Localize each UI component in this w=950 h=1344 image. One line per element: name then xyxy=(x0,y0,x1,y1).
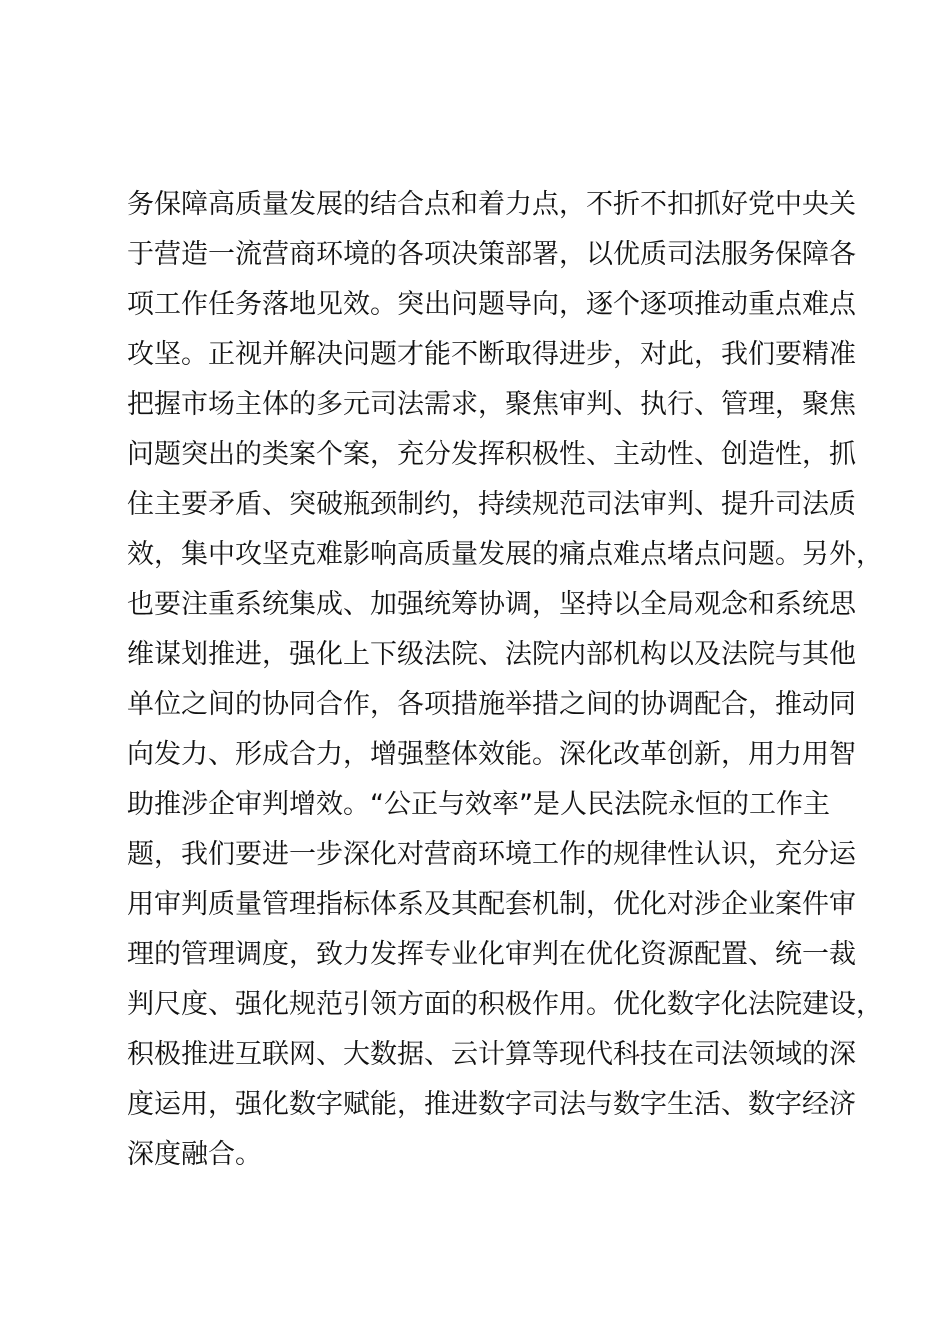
text-line-14: 题，我们要进一步深化对营商环境工作的规律性认识，充分运 xyxy=(127,839,856,870)
text-line-7: 住主要矛盾、突破瓶颈制约，持续规范司法审判、提升司法质 xyxy=(127,489,856,520)
text-line-1: 务保障高质量发展的结合点和着力点，不折不扣抓好党中央关 xyxy=(127,189,856,220)
text-line-20: 深度融合。 xyxy=(127,1139,262,1170)
text-line-4: 攻坚。正视并解决问题才能不断取得进步，对此，我们要精准 xyxy=(127,339,856,370)
text-line-9: 也要注重系统集成、加强统筹协调，坚持以全局观念和系统思 xyxy=(127,589,856,620)
text-line-10: 维谋划推进，强化上下级法院、法院内部机构以及法院与其他 xyxy=(127,639,856,670)
text-line-8: 效，集中攻坚克难影响高质量发展的痛点难点堵点问题。另外， xyxy=(127,539,883,570)
text-line-3: 项工作任务落地见效。突出问题导向，逐个逐项推动重点难点 xyxy=(127,289,856,320)
text-line-17: 判尺度、强化规范引领方面的积极作用。优化数字化法院建设， xyxy=(127,989,883,1020)
text-line-6: 问题突出的类案个案，充分发挥积极性、主动性、创造性，抓 xyxy=(127,439,856,470)
text-line-11: 单位之间的协同合作，各项措施举措之间的协调配合，推动同 xyxy=(127,689,856,720)
body-paragraph xyxy=(127,180,883,1180)
text-line-18: 积极推进互联网、大数据、云计算等现代科技在司法领域的深 xyxy=(127,1039,856,1070)
text-line-12: 向发力、形成合力，增强整体效能。深化改革创新，用力用智 xyxy=(127,739,856,770)
text-line-5: 把握市场主体的多元司法需求，聚焦审判、执行、管理，聚焦 xyxy=(127,389,856,420)
text-line-2: 于营造一流营商环境的各项决策部署，以优质司法服务保障各 xyxy=(127,239,856,270)
text-line-16: 理的管理调度，致力发挥专业化审判在优化资源配置、统一裁 xyxy=(127,939,856,970)
text-line-19: 度运用，强化数字赋能，推进数字司法与数字生活、数字经济 xyxy=(127,1089,856,1120)
text-line-13: 助推涉企审判增效。“公正与效率”是人民法院永恒的工作主 xyxy=(127,789,830,820)
text-line-15: 用审判质量管理指标体系及其配套机制，优化对涉企业案件审 xyxy=(127,889,856,920)
